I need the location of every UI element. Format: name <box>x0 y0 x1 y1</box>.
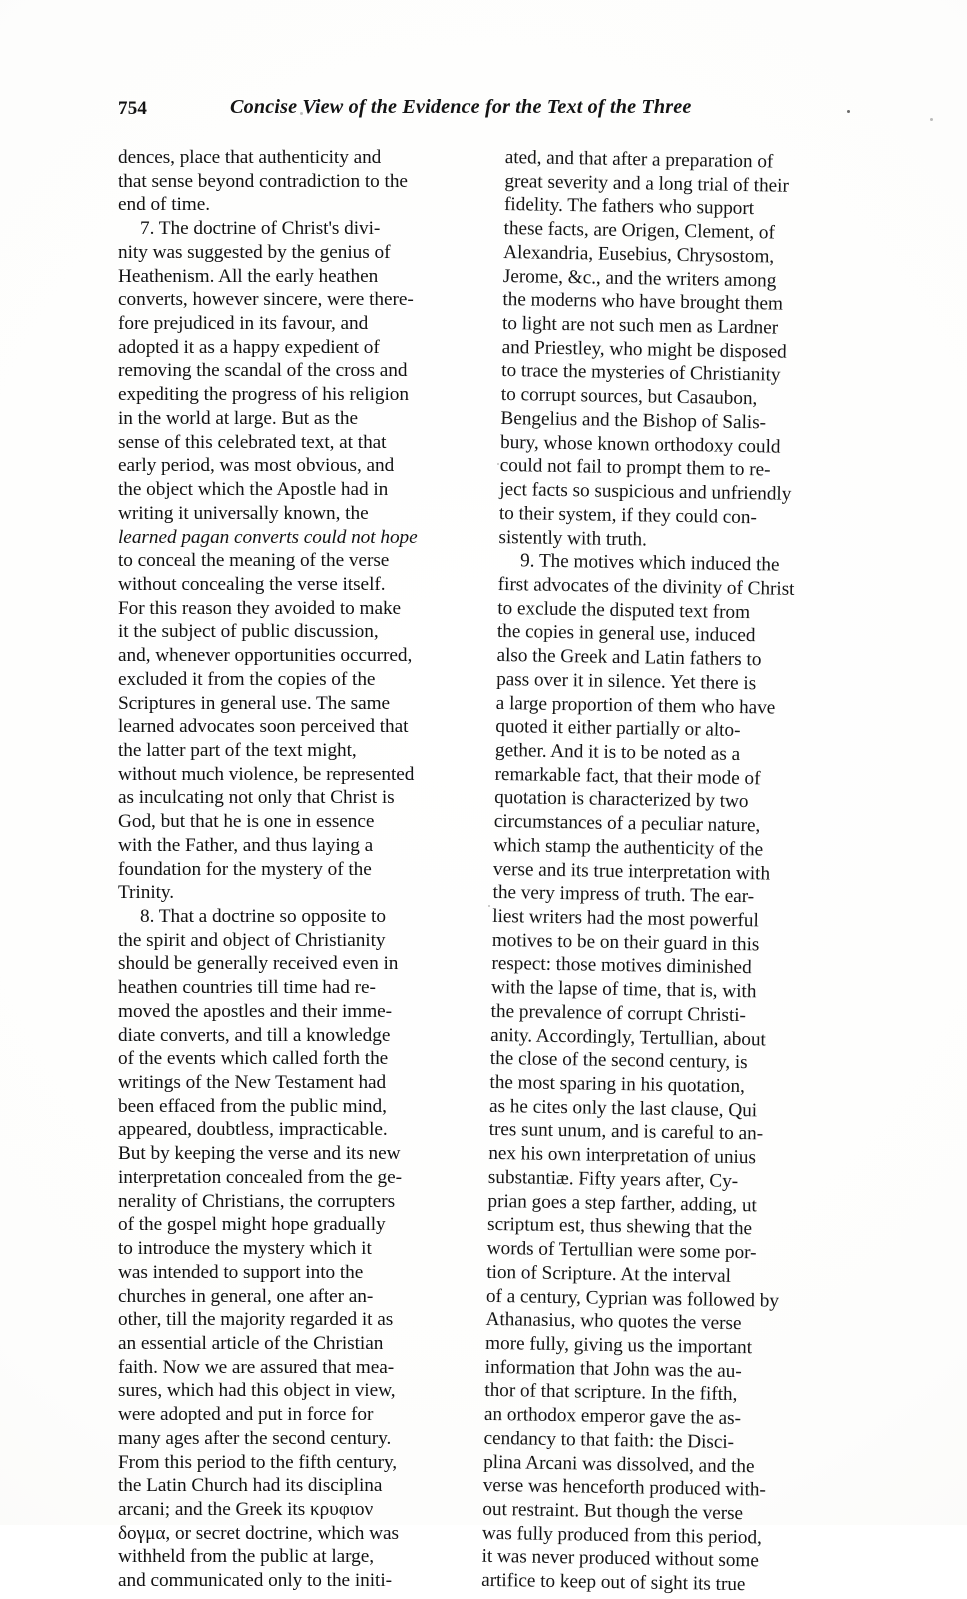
left-text-column <box>118 146 484 1593</box>
text-line: bury, whose known orthodoxy could <box>499 431 781 458</box>
text-line: it the subject of public discussion, <box>118 621 379 643</box>
text-line: nerality of Christians, the corrupters <box>118 1190 396 1212</box>
text-line: Scriptures in general use. The same <box>118 692 391 714</box>
text-line: remarkable fact, that their mode of <box>494 763 761 790</box>
text-line: churches in general, one after an- <box>118 1285 374 1307</box>
text-line: moved the apostles and their imme- <box>118 1000 393 1022</box>
text-line: respect: those motives diminished <box>491 953 752 979</box>
text-line: fore prejudiced in its favour, and <box>118 313 369 335</box>
text-line: been effaced from the public mind, <box>118 1095 387 1117</box>
text-line: excluded it from the copies of the <box>118 668 376 690</box>
text-line: could not fail to prompt them to re- <box>499 455 771 481</box>
text-line: without much violence, be represented <box>118 763 415 785</box>
text-line: the object which the Apostle had in <box>118 479 389 501</box>
text-line: writing it universally known, the <box>118 502 369 524</box>
text-line: withheld from the public at large, <box>118 1546 375 1568</box>
text-line: dences, place that authenticity and <box>118 147 382 168</box>
text-line: verse and its true interpretation with <box>492 858 771 885</box>
text-line: which stamp the authenticity of the <box>493 834 764 861</box>
text-line: diate converts, and till a knowledge <box>118 1024 391 1046</box>
text-line: the very impress of truth. The ear- <box>492 882 755 908</box>
text-line: was intended to support into the <box>118 1261 364 1283</box>
text-line: But by keeping the verse and its new <box>118 1143 401 1165</box>
text-line: Jerome, &c., and the writers among <box>502 265 777 292</box>
text-line: also the Greek and Latin fathers to <box>496 645 762 671</box>
text-line: nity was suggested by the genius of <box>118 241 391 263</box>
text-line: sures, which had this object in view, <box>118 1380 396 1402</box>
text-line: ject facts so suspicious and unfriendly <box>499 479 792 505</box>
text-line: learned advocates soon perceived that <box>118 716 409 738</box>
text-line: great severity and a long trial of their <box>504 170 789 197</box>
text-line: heathen countries till time had re- <box>118 977 376 999</box>
text-line: removing the scandal of the cross and <box>118 360 408 382</box>
text-line: more fully, giving us the important <box>484 1332 753 1359</box>
text-line: sense of this celebrated text, at that <box>118 431 387 453</box>
text-line: the prevalence of corrupt Christi- <box>490 1000 747 1026</box>
text-line: cendancy to that faith: the Disci- <box>483 1427 735 1453</box>
text-line: 7. The doctrine of Christ's divi- <box>140 218 381 240</box>
text-line: God, but that he is one in essence <box>118 811 375 833</box>
text-line: in the world at large. But as the <box>118 407 359 429</box>
text-line: and communicated only to the initi- <box>118 1570 393 1592</box>
text-line: that sense beyond contradiction to the <box>118 170 408 192</box>
scan-speck <box>488 905 490 907</box>
text-line: of the events which called forth the <box>118 1048 389 1070</box>
text-line: Alexandria, Eusebius, Chrysostom, <box>503 241 775 268</box>
text-line: appeared, doubtless, impracticable. <box>118 1119 388 1141</box>
text-line: the close of the second century, is <box>489 1048 748 1074</box>
text-line: to trace the mysteries of Christianity <box>501 360 781 387</box>
text-line: For this reason they avoided to make <box>118 597 402 619</box>
text-line: the moderns who have brought them <box>502 289 784 315</box>
text-line: with the Father, and thus laying a <box>118 834 374 856</box>
text-line: circumstances of a peculiar nature, <box>493 811 761 837</box>
text-line: learned pagan converts could not hope <box>118 526 418 548</box>
text-line: were adopted and put in force for <box>118 1404 374 1426</box>
scan-speck <box>497 463 499 465</box>
text-line: as he cites only the last clause, Qui <box>488 1095 758 1122</box>
text-line: anity. Accordingly, Tertullian, about <box>490 1024 767 1051</box>
scan-speck <box>355 108 357 110</box>
text-line: it was never produced without some <box>481 1546 760 1572</box>
text-line: Trinity. <box>118 882 175 904</box>
text-line: the spirit and object of Christianity <box>118 929 386 951</box>
text-line: 9. The motives which induced the <box>519 550 780 576</box>
text-line: converts, however sincere, were there- <box>118 289 414 311</box>
running-head <box>118 96 866 126</box>
text-line: adopted it as a happy expedient of <box>118 336 380 358</box>
text-line: an essential article of the Christian <box>118 1332 384 1354</box>
text-line: as inculcating not only that Christ is <box>118 787 395 809</box>
text-line: the latter part of the text might, <box>118 739 357 761</box>
text-line: ated, and that after a preparation of <box>504 146 774 173</box>
text-line: information that John was the au- <box>484 1356 742 1382</box>
text-line: prian goes a step farther, adding, ut <box>487 1190 758 1216</box>
text-line: Heathenism. All the early heathen <box>118 265 379 287</box>
text-line: substantiæ. Fifty years after, Cy- <box>487 1166 739 1192</box>
text-line: to light are not such men as Lardner <box>501 313 779 339</box>
text-line: other, till the majority regarded it as <box>118 1309 394 1331</box>
text-line: interpretation concealed from the ge- <box>118 1166 403 1188</box>
text-line: and Priestley, who might be disposed <box>501 336 787 363</box>
text-line: the Latin Church had its disciplina <box>118 1475 383 1497</box>
text-line: sistently with truth. <box>498 526 648 550</box>
text-line: to their system, if they could con- <box>498 502 758 529</box>
text-line: with the lapse of time, that is, with <box>490 977 757 1003</box>
page-number: 754 <box>118 98 148 119</box>
text-line: and, whenever opportunities occurred, <box>118 645 413 667</box>
right-text-column <box>481 146 867 1599</box>
text-line: plina Arcani was dissolved, and the <box>483 1451 755 1477</box>
text-line: liest writers had the most powerful <box>492 905 759 932</box>
text-line: faith. Now we are assured that mea- <box>118 1356 395 1378</box>
scan-speck <box>930 118 933 121</box>
text-line: Athanasius, who quotes the verse <box>485 1309 742 1335</box>
text-line: to exclude the disputed text from <box>497 597 751 623</box>
text-line: quotation is characterized by two <box>494 787 749 813</box>
text-line: end of time. <box>118 194 211 216</box>
text-line: quoted it either partially or alto- <box>495 716 741 742</box>
text-line: nex his own interpretation of unius <box>488 1143 757 1169</box>
text-line: words of Tertullian were some por- <box>486 1237 757 1264</box>
text-line: to conceal the meaning of the verse <box>118 550 390 572</box>
text-line: out restraint. But though the verse <box>482 1498 744 1525</box>
text-line: tion of Scripture. At the interval <box>486 1261 732 1287</box>
text-line: verse was henceforth produced with- <box>482 1475 767 1501</box>
running-title: Concise View of the Evidence for the Text of the Three <box>230 96 692 118</box>
text-line: δογμα, or secret doctrine, which was <box>118 1522 399 1544</box>
text-line: From this period to the fifth century, <box>118 1451 398 1473</box>
text-line: fidelity. The fathers who support <box>503 194 755 220</box>
text-line: a large proportion of them who have <box>495 692 776 719</box>
text-line: 8. That a doctrine so opposite to <box>140 906 386 927</box>
text-line: writings of the New Testament had <box>118 1072 387 1094</box>
text-line: tres sunt unum, and is careful to an- <box>488 1119 764 1145</box>
text-line: the copies in general use, induced <box>496 621 756 647</box>
text-line: thor of that scripture. In the fifth, <box>484 1380 738 1406</box>
text-line: the most sparing in his quotation, <box>489 1071 745 1098</box>
text-line: early period, was most obvious, and <box>118 455 395 477</box>
text-line: these facts, are Origen, Clement, of <box>503 218 776 244</box>
scan-speck <box>847 110 850 113</box>
text-line: arcani; and the Greek its κρυφιον <box>118 1498 374 1520</box>
text-line: scriptum est, thus shewing that the <box>486 1214 753 1240</box>
text-line: many ages after the second century. <box>118 1427 392 1449</box>
text-line: Bengelius and the Bishop of Salis- <box>500 407 767 434</box>
text-line: gether. And it is to be noted as a <box>494 739 741 765</box>
text-line: to corrupt sources, but Casaubon, <box>500 384 758 410</box>
text-line: expediting the progress of his religion <box>118 384 409 406</box>
text-line: foundation for the mystery of the <box>118 858 372 880</box>
text-line: was fully produced from this period, <box>481 1522 762 1549</box>
text-line: of the gospel might hope gradually <box>118 1214 386 1236</box>
text-line: first advocates of the divinity of Christ <box>497 573 795 600</box>
text-line: artifice to keep out of sight its true <box>481 1569 746 1596</box>
text-line: to introduce the mystery which it <box>118 1238 372 1260</box>
text-line: an orthodox emperor gave the as- <box>483 1403 742 1430</box>
text-line: should be generally received even in <box>118 953 399 975</box>
text-line: without concealing the verse itself. <box>118 573 386 595</box>
text-line: of a century, Cyprian was followed by <box>485 1285 780 1312</box>
scan-speck <box>300 112 303 115</box>
text-line: motives to be on their guard in this <box>491 929 760 956</box>
text-line: pass over it in silence. Yet there is <box>495 668 757 695</box>
